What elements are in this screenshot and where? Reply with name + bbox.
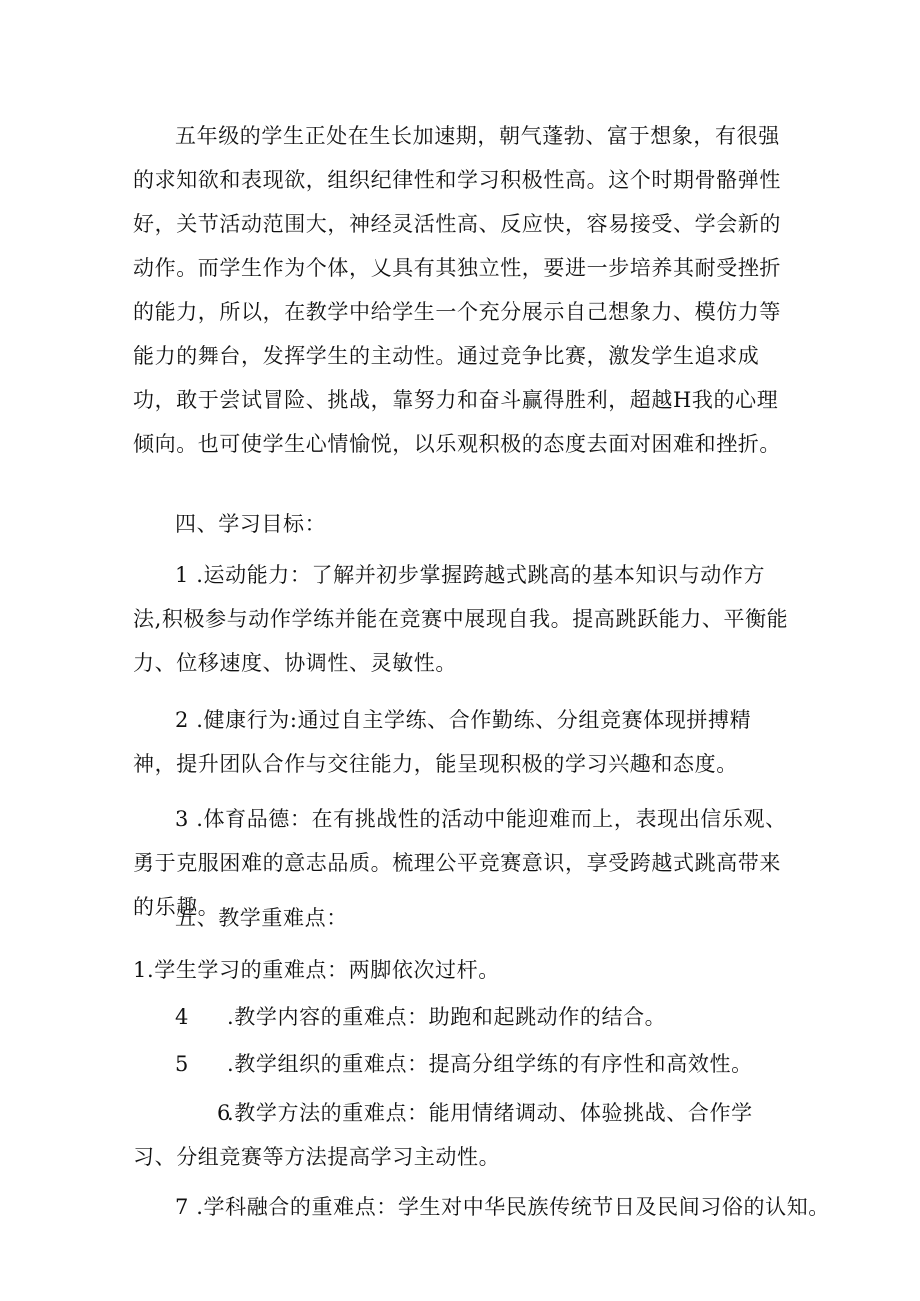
keypoint-item-4	[175, 1002, 835, 1032]
section4-heading: 四、学习目标：	[175, 512, 327, 536]
keypoint-item-1: 1.学生学习的重难点：两脚依次过杆。	[133, 958, 500, 982]
keypoint-item-4-text: .教学内容的重难点：助跑和起跳动作的结合。	[227, 1005, 667, 1029]
keypoint-item-6-text: .教学方法的重难点：能用情绪调动、体验挑战、合作学习、分组竞赛等方法提高学习主动性。	[133, 1101, 753, 1169]
keypoint-item-7: 7 .学科融合的重难点：学生对中华民族传统节日及民间习俗的认知。	[175, 1195, 830, 1219]
keypoint-item-4-number: 4	[175, 1005, 189, 1029]
goal-item-1: 1 .运动能力：了解并初步掌握跨越式跳高的基本知识与动作方法,积极参与动作学练并能在竞赛中展现自我。提高跳跃能力、平衡能力、位移速度、协调性、灵敏性。	[133, 563, 789, 675]
keypoint-item-5-number: 5	[175, 1052, 189, 1076]
keypoint-item-5	[175, 1049, 835, 1079]
goal-item-2: 2 .健康行为:通过自主学练、合作勤练、分组竞赛体现拼搏精神，提升团队合作与交往能力，能呈现积极的学习兴趣和态度。	[133, 708, 752, 776]
keypoint-item-6-number: 6	[217, 1101, 231, 1125]
keypoint-item-6	[133, 1091, 793, 1179]
intro-paragraph: 五年级的学生正处在生长加速期，朝气蓬勃、富于想象，有很强的求知欲和表现欲，组织纪律性和学习积极性高。这个时期骨骼弹性好，关节活动范围大，神经灵活性高、反应快，容易接受、学会新的动作。而学生作为个体，乂具有其独立性，要进一步培养其耐受挫折的能力，所以，在教学中给学生一个充分展示自己想象力、模仿力等能力的舞台，发挥学生的主动性。通过竞争比赛，激发学生追求成功，敢于尝试冒险、挑战，靠努力和奋斗赢得胜利，超越H我的心理倾向。也可使学生心情愉悦，以乐观积极的态度去面对困难和挫折。	[133, 124, 781, 456]
goal-item-3: 3 .体育品德：在有挑战性的活动中能迎难而上，表现出信乐观、勇于克服困难的意志品质。梳理公平竞赛意识，享受跨越式跳高带来的乐趣。	[133, 807, 787, 919]
section5-heading: 五、教学重难点：	[175, 906, 348, 930]
keypoint-item-5-text: .教学组织的重难点：提高分组学练的有序性和高效性。	[227, 1052, 753, 1076]
